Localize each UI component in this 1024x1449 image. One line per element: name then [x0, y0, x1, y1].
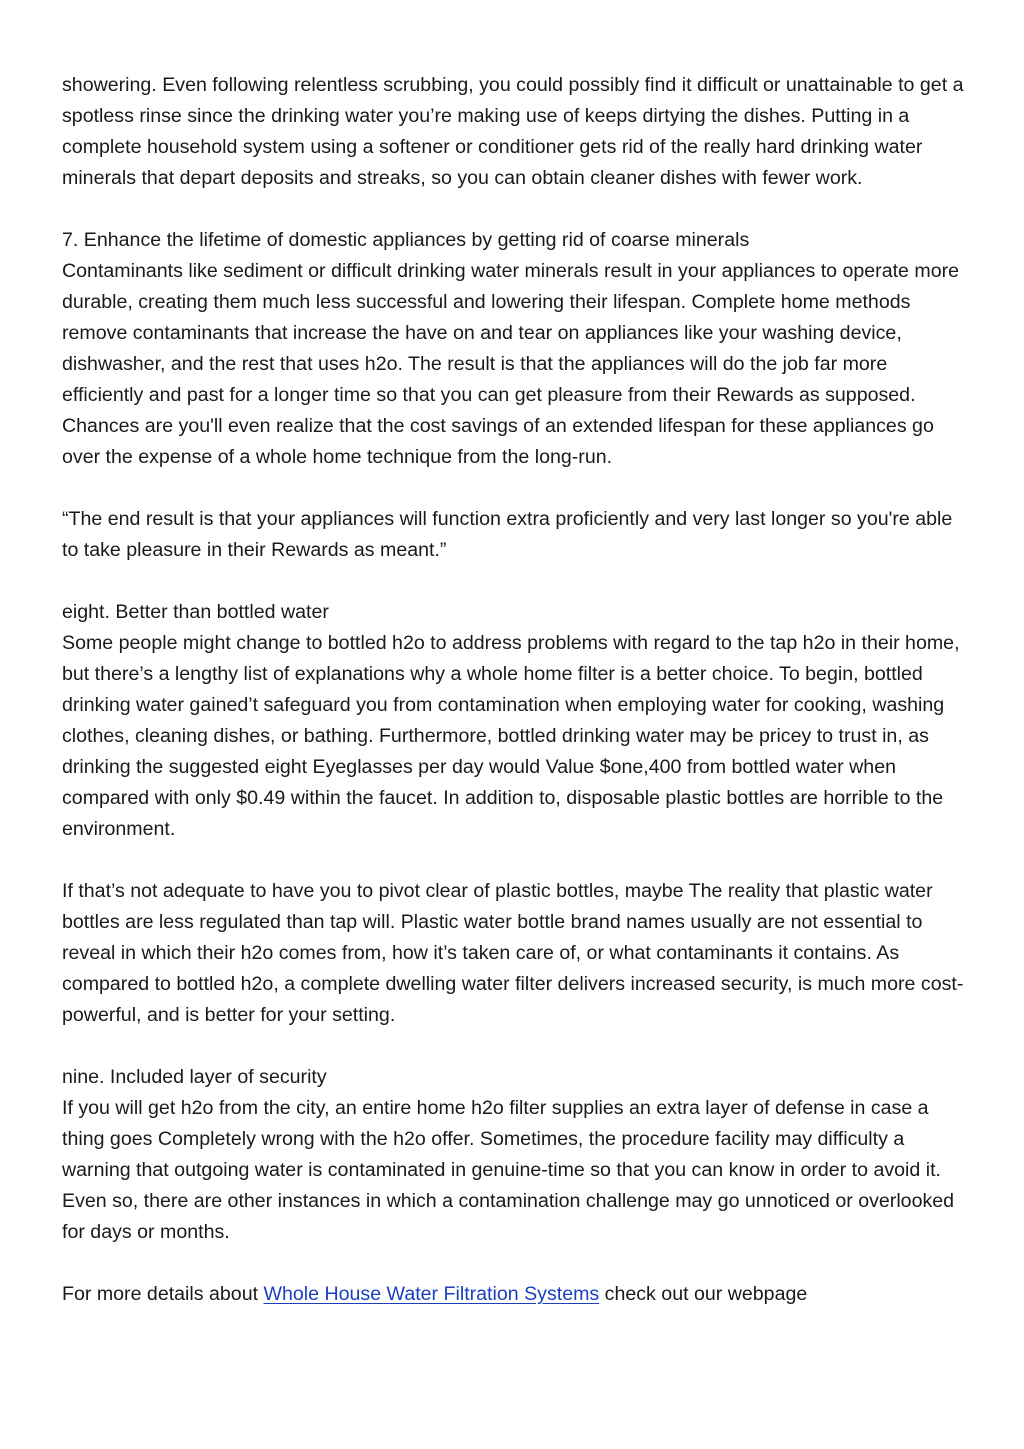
section-9 [62, 1062, 972, 1248]
section-8-continued [62, 876, 972, 1031]
quote-text: “The end result is that your appliances will function extra proficiently and very last longer so you're able to take pleasure in their Rewards as meant.” [62, 508, 953, 561]
section-8-heading: eight. Better than bottled water [62, 601, 329, 623]
section-7 [62, 225, 972, 473]
intro-text: showering. Even following relentless scrubbing, you could possibly find it difficult or unattainable to get a spotless rinse since the drinking water you’re making use of keeps dirtying the dishes. Putting in a complete household system using a softener or conditioner gets rid of the really hard drinking water minerals that depart deposits and streaks, so you can obtain cleaner dishes with fewer work. [62, 74, 964, 189]
document-page [62, 70, 972, 1341]
section-9-body: If you will get h2o from the city, an entire home h2o filter supplies an extra layer of defense in case a thing goes Completely wrong with the h2o offer. Sometimes, the procedure facility may difficulty a warning that outgoing water is contaminated in genuine-time so that you can know in order to avoid it. Even so, there are other instances in which a contamination challenge may go unnoticed or overlooked for days or months. [62, 1097, 955, 1243]
section-9-heading: nine. Included layer of security [62, 1066, 327, 1088]
quote-paragraph [62, 504, 972, 566]
section-7-heading: 7. Enhance the lifetime of domestic appliances by getting rid of coarse minerals [62, 229, 750, 251]
footer-suffix: check out our webpage [599, 1283, 808, 1305]
section-8-body: Some people might change to bottled h2o to address problems with regard to the tap h2o in their home, but there’s a lengthy list of explanations why a whole home filter is a better choice. To begin, bottled drinking water gained’t safeguard you from contamination when employing water for cooking, washing clothes, cleaning dishes, or bathing. Furthermore, bottled drinking water may be pricey to trust in, as drinking the suggested eight Eyeglasses per day would Value $one,400 from bottled water when compared with only $0.49 within the faucet. In addition to, disposable plastic bottles are horrible to the environment. [62, 632, 960, 840]
section-8 [62, 597, 972, 845]
whole-house-filtration-link[interactable]: Whole House Water Filtration Systems [263, 1283, 600, 1305]
footer-paragraph [62, 1279, 972, 1310]
footer-prefix: For more details about [62, 1283, 264, 1305]
section-8-body-2: If that’s not adequate to have you to pivot clear of plastic bottles, maybe The reality that plastic water bottles are less regulated than tap will. Plastic water bottle brand names usually are not essential to reveal in which their h2o comes from, how it’s taken care of, or what contaminants it contains. As compared to bottled h2o, a complete dwelling water filter delivers increased security, is much more cost-powerful, and is better for your setting. [62, 880, 964, 1026]
section-7-body: Contaminants like sediment or difficult drinking water minerals result in your appliances to operate more durable, creating them much less successful and lowering their lifespan. Complete home methods remove contaminants that increase the have on and tear on appliances like your washing device, dishwasher, and the rest that uses h2o. The result is that the appliances will do the job far more efficiently and past for a longer time so that you can get pleasure from their Rewards as supposed. Chances are you'll even realize that the cost savings of an extended lifespan for these appliances go over the expense of a whole home technique from the long-run. [62, 260, 960, 468]
intro-paragraph [62, 70, 972, 194]
